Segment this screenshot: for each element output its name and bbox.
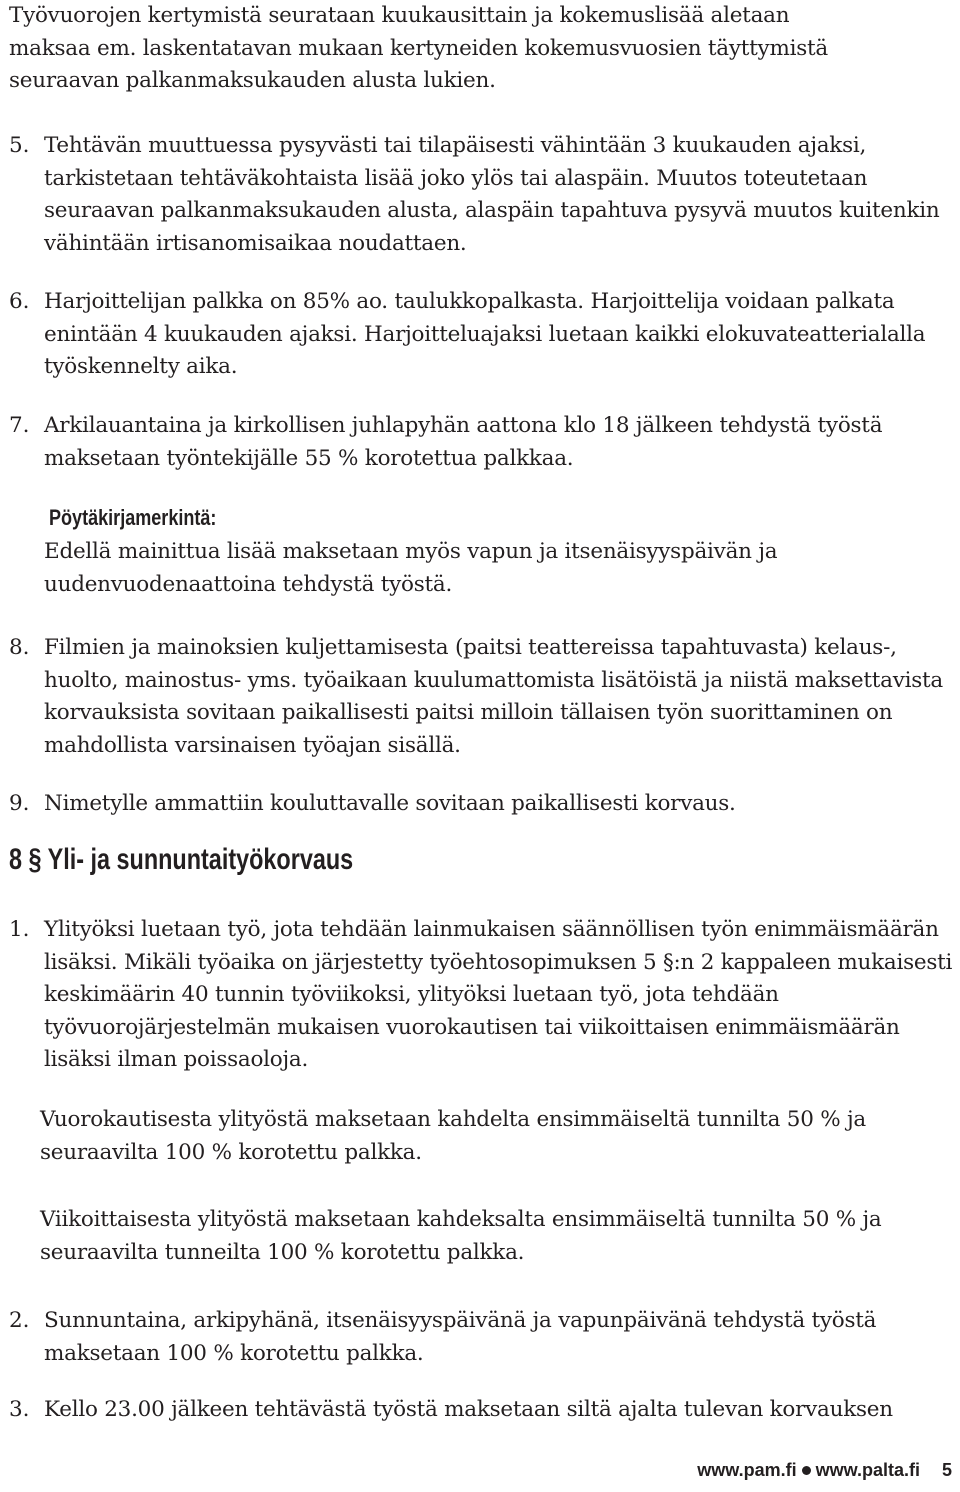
note-label: Pöytäkirjamerkintä:: [49, 505, 217, 530]
section-item-3-text: Kello 23.00 jälkeen tehtävästä työstä maksetaan siltä ajalta tulevan korvauksen: [44, 1397, 893, 1422]
item-6-number: 6.: [9, 289, 30, 314]
page-footer: [697, 1458, 952, 1482]
section-item-3-number: 3.: [9, 1397, 30, 1422]
item-9-text: Nimetylle ammattiin kouluttavalle sovitaan paikallisesti korvaus.: [44, 791, 736, 816]
weekly-overtime-paragraph: Viikoittaisesta ylityöstä maksetaan kahdeksalta ensimmäiseltä tunnilta 50 % ja seuraavilta tunneilta 100 % korotettu palkka.: [40, 1207, 882, 1265]
section-item-2-number: 2.: [9, 1308, 30, 1333]
item-5-number: 5.: [9, 133, 30, 158]
item-8-text: Filmien ja mainoksien kuljettamisesta (paitsi teattereissa tapahtuvasta) kelaus-, huolto, mainostus- yms. työaikaan kuulumattomista lisätöistä ja niistä maksettavista korvauksista sovitaan paikallisesti paitsi milloin tällaisen työn suorittaminen on mahdollista varsinaisen työajan sisällä.: [44, 635, 943, 758]
daily-overtime-paragraph: Vuorokautisesta ylityöstä maksetaan kahdelta ensimmäiseltä tunnilta 50 % ja seuraavilta 100 % korotettu palkka.: [40, 1107, 866, 1165]
bullet-dot-icon: [802, 1466, 811, 1475]
item-6-text: Harjoittelijan palkka on 85% ao. taulukkopalkasta. Harjoittelija voidaan palkata enintään 4 kuukauden ajaksi. Harjoitteluajaksi luetaan kaikki elokuvateatterialalla työskennelty aika.: [44, 289, 926, 379]
item-7-number: 7.: [9, 413, 30, 438]
section-heading: 8 § Yli- ja sunnuntaityökorvaus: [9, 843, 354, 876]
footer-link-pam: www.pam.fi: [697, 1460, 797, 1480]
section-item-2-text: Sunnuntaina, arkipyhänä, itsenäisyyspäivänä ja vapunpäivänä tehdystä työstä maksetaan 100 % korotettu palkka.: [44, 1308, 877, 1366]
footer-link-palta: www.palta.fi: [815, 1460, 920, 1480]
section-item-1-text: Ylityöksi luetaan työ, jota tehdään lainmukaisen säännöllisen työn enimmäismäärän lisäksi. Mikäli työaika on järjestetty työehtosopimuksen 5 §:n 2 kappaleen mukaisesti keskimäärin 40 tunnin työviikoksi, ylityöksi luetaan työ, jota tehdään työvuorojärjestelmän mukaisen vuorokautisen tai viikoittaisen enimmäismäärän lisäksi ilman poissaoloja.: [44, 917, 953, 1072]
note-text: Edellä mainittua lisää maksetaan myös vapun ja itsenäisyyspäivän ja uudenvuodenaattoina tehdystä työstä.: [44, 539, 778, 597]
item-8-number: 8.: [9, 635, 30, 660]
item-9-number: 9.: [9, 791, 30, 816]
intro-paragraph: Työvuorojen kertymistä seurataan kuukausittain ja kokemuslisää aletaan maksaa em. laskentatavan mukaan kertyneiden kokemusvuosien täyttymistä seuraavan palkanmaksukauden alusta lukien.: [9, 3, 828, 93]
page-number: 5: [941, 1460, 952, 1480]
item-7-text: Arkilauantaina ja kirkollisen juhlapyhän aattona klo 18 jälkeen tehdystä työstä maksetaan työntekijälle 55 % korotettua palkkaa.: [44, 413, 883, 471]
item-5-text: Tehtävän muuttuessa pysyvästi tai tilapäisesti vähintään 3 kuukauden ajaksi, tarkistetaan tehtäväkohtaista lisää joko ylös tai alaspäin. Muutos toteutetaan seuraavan palkanmaksukauden alusta, alaspäin tapahtuva pysyvä muutos kuitenkin vähintään irtisanomisaikaa noudattaen.: [44, 133, 940, 256]
section-item-1-number: 1.: [9, 917, 30, 942]
